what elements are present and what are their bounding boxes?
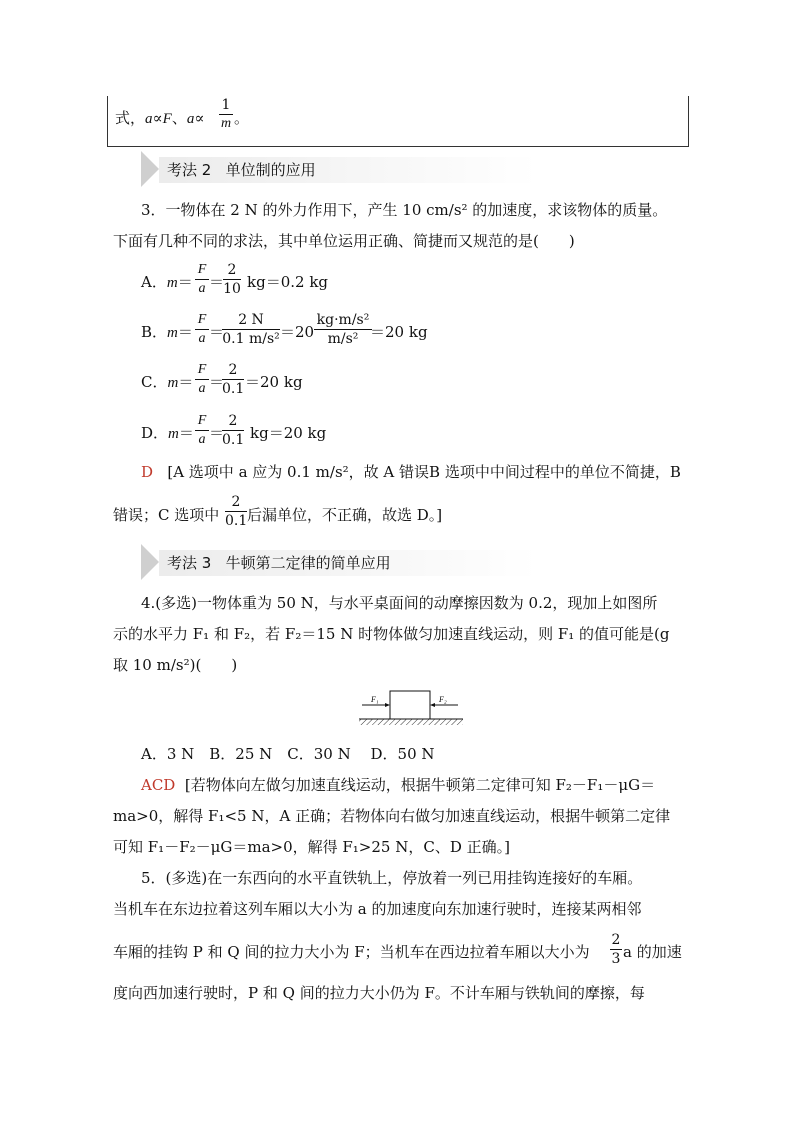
frac-b2: kg·m/s² m/s²	[314, 312, 372, 347]
section-title: 牛顿第二定律的简单应用	[225, 554, 391, 572]
q4-options: A．3 N B．25 N C．30 N D．50 N	[141, 745, 435, 763]
q3-option-b: B．m＝	[141, 323, 193, 341]
section-title: 单位制的应用	[225, 161, 316, 179]
block	[390, 691, 430, 719]
q4-line1: 4.(多选)一物体重为 50 N，与水平桌面间的动摩擦因数为 0.2，现加上如图所	[141, 594, 658, 612]
box-fraction	[219, 97, 233, 132]
q4-line2: 示的水平力 F₁ 和 F₂，若 F₂＝15 N 时物体做匀加速直线运动，则 F₁ 的值可能是(g	[113, 625, 670, 643]
box-prefix: 式，	[115, 109, 146, 127]
q4-answer-line2: ma>0，解得 F₁<5 N，A 正确；若物体向右做匀加速直线运动，根据牛顿第二定律	[113, 807, 671, 825]
q3-expl-fraction: 2 0.1	[225, 494, 248, 529]
q5-line1: 5．(多选)在一东西向的水平直铁轨上，停放着一列已用挂钩连接好的车厢。	[141, 869, 643, 887]
box-end: 。	[234, 109, 250, 127]
section-header-3	[141, 544, 701, 584]
q3-line1: 3．一物体在 2 N 的外力作用下，产生 10 cm/s² 的加速度，求该物体的质量。	[141, 201, 668, 219]
q3-option-a-rest: kg＝0.2 kg	[247, 273, 329, 291]
q3-answer: D	[141, 463, 154, 481]
frac-den: m	[220, 116, 232, 131]
section-label: 考法 2	[167, 161, 212, 179]
force-diagram	[359, 687, 463, 727]
frac-num: 1	[221, 97, 231, 113]
box-text	[115, 108, 205, 129]
section-triangle-icon	[141, 544, 159, 580]
var-a2: a	[186, 111, 195, 127]
section-triangle-icon	[141, 151, 159, 187]
section-label: 考法 3	[167, 554, 212, 572]
force-diagram-svg	[359, 687, 463, 727]
q3-line2: 下面有几种不同的求法，其中单位运用正确、简捷而又规范的是( )	[113, 232, 575, 250]
frac-a: 2 10	[223, 262, 241, 297]
q3-answer-line2a: 错误；C 选项中	[113, 506, 220, 524]
q4-answer: ACD	[141, 776, 176, 794]
label-f2: F₂	[439, 695, 447, 704]
q3-option-c: C．m＝	[141, 373, 194, 391]
frac-b1: 2 N 0.1 m/s²	[222, 312, 280, 347]
q4-explanation: [若物体向左做匀加速直线运动，根据牛顿第二定律可知 F₂－F₁－μG＝	[184, 776, 656, 794]
q5-line3a: 车厢的挂钩 P 和 Q 间的拉力大小为 F；当机车在西边拉着车厢以大小为	[113, 943, 590, 961]
q3-explanation: [A 选项中 a 应为 0.1 m/s²，故 A 错误B 选项中中间过程中的单位不简捷，B	[167, 463, 681, 481]
label-f1: F₁	[371, 695, 379, 704]
ground	[359, 719, 463, 725]
q5-line3b: a 的加速	[623, 943, 682, 961]
prop-symbol2: ∝	[194, 109, 205, 127]
q3-answer-line2b: 后漏单位，不正确，故选 D。]	[247, 506, 443, 524]
frac-f-over-a: F a	[195, 262, 209, 297]
var-a: a	[145, 111, 153, 127]
section-header-2	[141, 151, 701, 191]
q5-line2: 当机车在东边拉着这列车厢以大小为 a 的加速度向东加速行驶时，连接某两相邻	[113, 900, 642, 918]
q5-fraction: 2 3	[611, 932, 621, 967]
q3-option-d: D．m＝	[141, 424, 194, 442]
q5-line4: 度向西加速行驶时，P 和 Q 间的拉力大小仍为 F。不计车厢与铁轨间的摩擦，每	[113, 984, 645, 1002]
q3-answer-line1	[141, 462, 681, 482]
q4-answer-line1	[141, 775, 655, 795]
q4-answer-line3: 可知 F₁－F₂－μG＝ma>0，解得 F₁>25 N，C、D 正确。]	[113, 838, 510, 856]
sep: 、	[171, 109, 187, 127]
prop-symbol: ∝	[152, 109, 163, 127]
q3-option-a: A．m＝	[141, 273, 193, 291]
q4-line3: 取 10 m/s²)( )	[113, 656, 238, 674]
var-f: F	[162, 111, 172, 127]
